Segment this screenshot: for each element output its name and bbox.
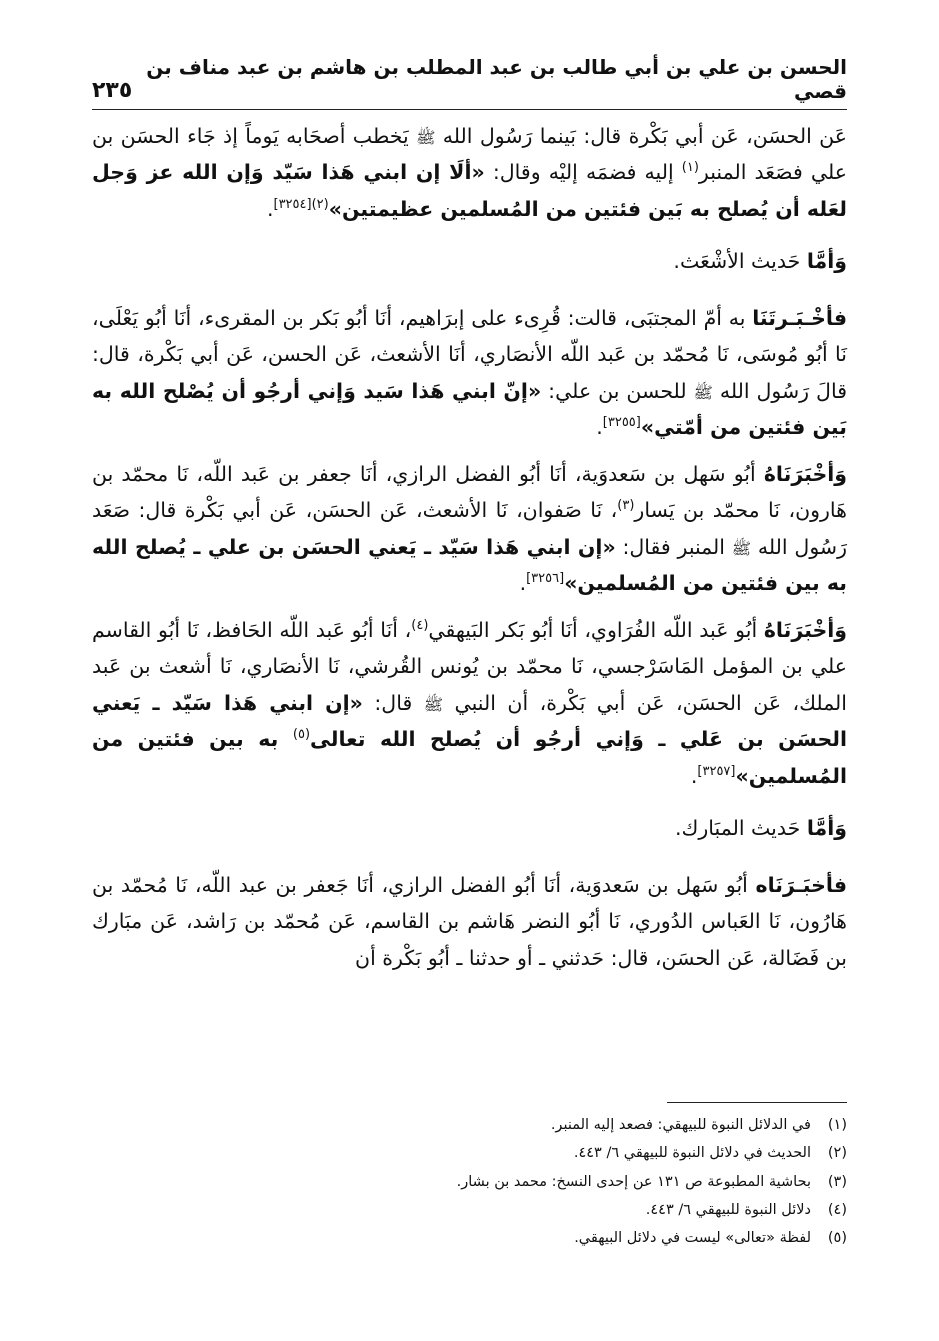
hadith-quote: «إن ابني هَذا سَيّد ـ يَعني الحسَن بن علي ـ يُصلح الله به بين فئتين من المُسلمين» xyxy=(92,534,847,596)
page-header xyxy=(92,55,847,110)
running-title: الحسن بن علي بن أبي طالب بن عبد المطلب بن هاشم بن عبد مناف بن قصي xyxy=(146,55,847,103)
paragraph-lead: وَأخْبَرَنَاهُ xyxy=(763,461,847,486)
salawat-symbol: ﷺ xyxy=(416,128,436,147)
paragraph-lead: وَأخْبَرَنَاهُ xyxy=(763,617,847,642)
footnote-separator xyxy=(667,1102,847,1103)
footnotes xyxy=(92,1102,847,1252)
hadith-quote: «إنّ ابني هَذا سَيد وَإني أرجُو أن يُصْلح الله به بَين فئتين من أمّتي» xyxy=(92,378,847,440)
paragraph-4: وَأخْبَرَنَاهُ أبُو سَهل بن سَعدوَية، أنَا أبُو الفضل الرازي، أنَا جعفر بن عَبد اللّه، نَا محمّد بن هَارون، نَا محمّد بن يَسار$^{(٣)}$، نَا صَفوان، نَا الأشعث، عَن الحسَن، عَن أبي بَكْرة قال: صَعَد رَسُول الله ﷺ المنبر فقال: «إن ابني هَذا سَيّد ـ يَعني الحسَن بن علي ـ يُصلح الله به بين فئتين من المُسلمين»[٣٢٥٦]. xyxy=(92,461,847,596)
footnote-marker: (٣) xyxy=(617,498,635,514)
main-text xyxy=(92,118,847,992)
paragraph-1: عَن الحسَن، عَن أبي بَكْرة قال: بَينما رَسُول الله ﷺ يَخطب أصحَابه يَوماً إذ جَاء الحسَن بن علي فصَعَد المنبر$^{(١)}$ إليه فضمَه إليْه وقال: «ألَا إن ابني هَذا سَيّد وَإن الله عز وَجل لعَله أن يُصلح به بَين فئتين من المُسلمين عظيمتين»$^{(٢)[٣٢٥٤]}$. xyxy=(92,124,848,221)
salawat-symbol: ﷺ xyxy=(693,382,713,402)
hadith-quote: «إن ابني هَذا سَيّد ـ يَعني الحسَن بن عَلي ـ وَإني أرجُو أن يُصلح الله تعالى xyxy=(92,690,847,752)
footnote-marker: (١) xyxy=(681,160,699,176)
hadith-quote: «ألَا إن ابني هَذا سَيّد وَإن الله عز وَجل لعَله أن يُصلح به بَين فئتين من المُسلمين عظيمتين» xyxy=(92,160,847,221)
paragraph-3: فأخْـبَـرتَنَا به أمّ المجتبَى، قالت: قُرِىء على إبرَاهيم، أنَا أبُو بَكر بن المقرىء، أنَا أبُو يَعْلَى، نَا أبُو مُوسَى، نَا مُحمّد بن عَبد اللّه الأنصَاري، أنَا الأشعث، عَن الحسن، عَن أبي بَكْرة، قال: قالَ رَسُول الله ﷺ للحسن بن علي: «إنّ ابني هَذا سَيد وَإني أرجُو أن يُصْلح الله به بَين فئتين من أمّتي»[٣٢٥٥]. xyxy=(92,305,847,440)
section-heading-mubarak: وَأمَّا حَديث المبَارك. xyxy=(674,816,847,841)
hadith-quote-end: به بين فئتين من المُسلمين» xyxy=(92,727,847,788)
reference-marker: [٣٢٥٦] xyxy=(526,571,565,587)
reference-marker: (٢)[٣٢٥٤] xyxy=(273,197,329,213)
footnote-1: (١) في الدلائل النبوة للبيهقي: فصعد إليه المنبر. xyxy=(550,1117,847,1133)
footnote-2: (٢) الحديث في دلائل النبوة للبيهقي ٦/ ٤٤٣. xyxy=(573,1145,847,1162)
footnote-marker: (٥) xyxy=(292,727,311,743)
footnote-5: (٥) لفظة «تعالى» ليست في دلائل البيهقي. xyxy=(574,1230,847,1247)
reference-marker: [٣٢٥٥] xyxy=(602,415,641,431)
footnote-3: (٣) بحاشية المطبوعة ص ١٣١ عن إحدى النسخ: محمد بن بشار. xyxy=(456,1173,847,1190)
paragraph-lead: فأخبَـرَنَاه xyxy=(755,872,847,897)
footnote-marker: (٤) xyxy=(411,617,429,633)
paragraph-7: فأخبَـرَنَاه أبُو سَهل بن سَعدوَية، أنَا أبُو الفضل الرازي، أنَا جَعفر بن عبد اللّه، نَا مُحمّد بن هَارُون، نَا العَباس الدُوري، نَا أبُو النضر هَاشم بن القاسم، عَن مُحمّد بن رَاشد، عَن مبَارك بن فَضَالة، عَن الحسَن، قال: حَدثني ـ أو حدثنا ـ أبُو بَكْرة أن xyxy=(92,872,847,970)
salawat-symbol: ﷺ xyxy=(731,538,752,558)
salawat-symbol: ﷺ xyxy=(423,694,444,714)
section-heading-ashath: وَأمَّا حَديث الأشْعَث. xyxy=(673,249,847,274)
page-number: ٢٣٥ xyxy=(92,78,133,103)
footnote-4: (٤) دلائل النبوة للبيهقي ٦/ ٤٤٣. xyxy=(645,1201,847,1218)
reference-marker: [٣٢٥٧] xyxy=(697,763,736,779)
paragraph-lead: فأخْـبَـرتَنَا xyxy=(752,305,847,330)
paragraph-5: وَأخْبَرَنَاهُ أبُو عَبد اللّه الفُرَاوي، أنَا أبُو بَكر البَيهقي$^{(٤)}$، أنَا أبُو عَبد اللّه الحَافظ، نَا أبُو القاسم علي بن المؤمل المَاسَرْجسي، نَا محمّد بن يُونس القُرشي، نَا الأنصَاري، نَا أشعث بن عَبد الملك، عَن الحسَن، عَن أبي بَكْرة، أن النبي ﷺ قال: «إن ابني هَذا سَيّد ـ يَعني الحسَن بن عَلي ـ وَإني أرجُو أن يُصلح الله تعالى$^{(٥)}$ به بين فئتين من المُسلمين»[٣٢٥٧]. xyxy=(92,617,848,788)
